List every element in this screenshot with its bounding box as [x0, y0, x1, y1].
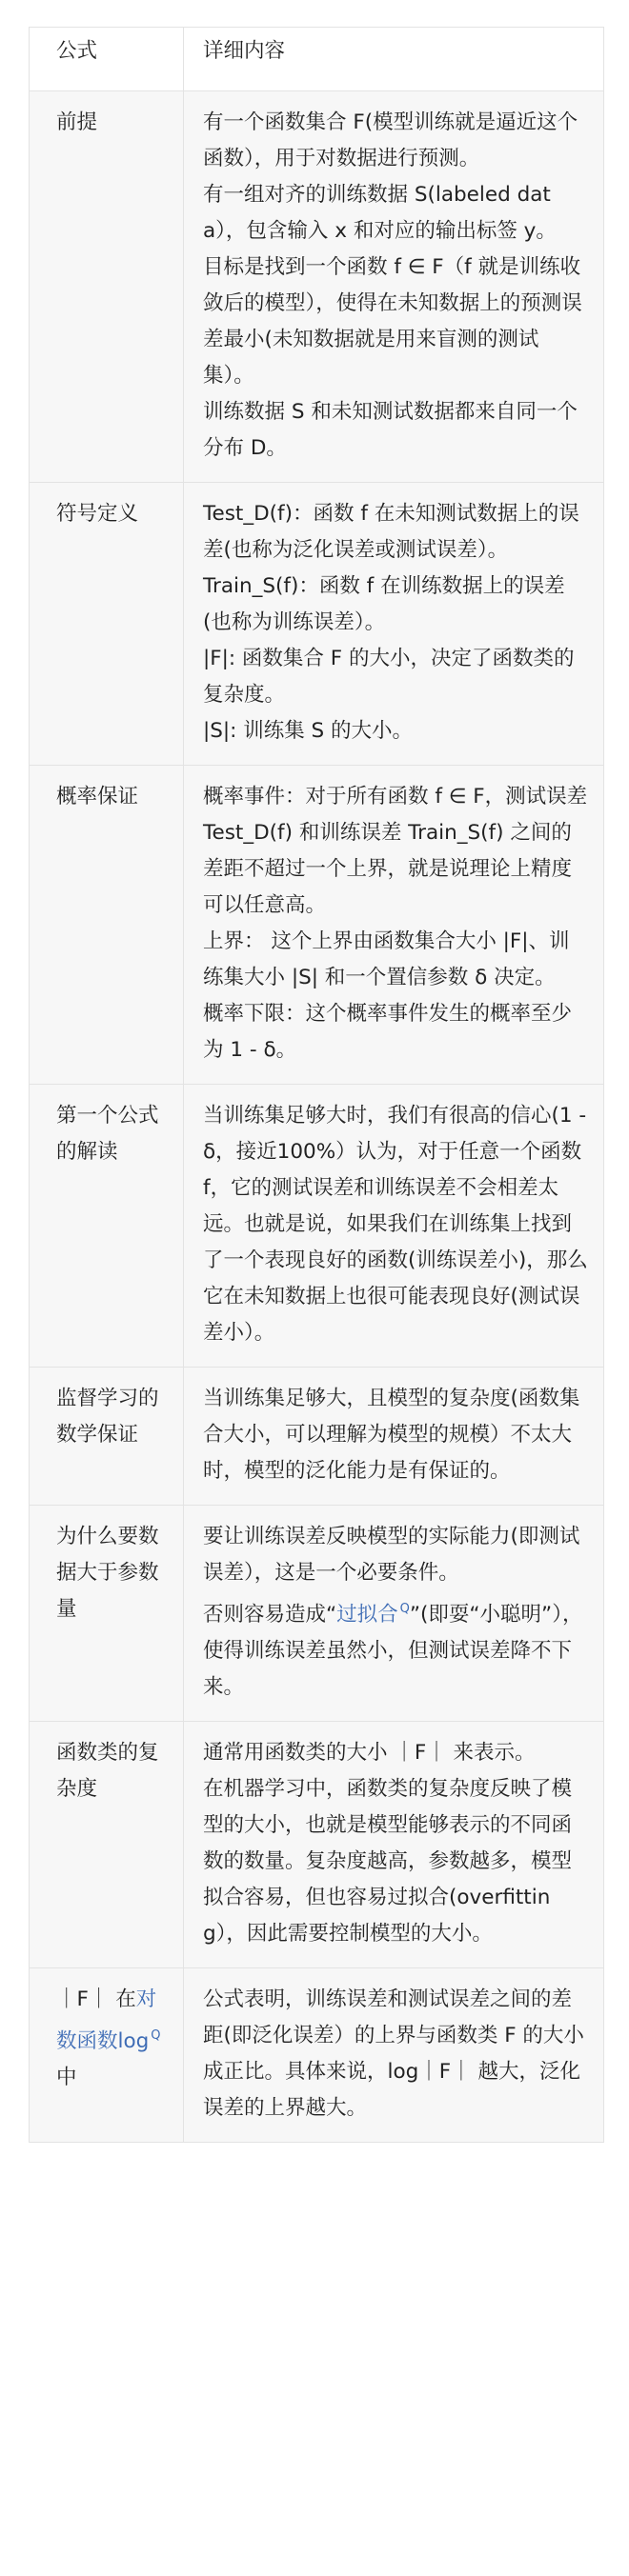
row-details	[184, 766, 604, 1085]
row-key: 符号定义	[30, 483, 184, 766]
detail-line: 目标是找到一个函数 f ∈ F（f 就是训练收敛后的模型），使得在未知数据上的预测误差最小(未知数据就是用来盲测的测试集）。	[203, 255, 582, 388]
table-row	[30, 91, 604, 483]
detail-line: 训练数据 S 和未知测试数据都来自同一个分布 D。	[203, 400, 578, 460]
detail-line: Train_S(f)：函数 f 在训练数据上的误差(也称为训练误差）。	[203, 574, 565, 634]
row-key: 概率保证	[30, 766, 184, 1085]
detail-line: 上界： 这个上界由函数集合大小 |F|、训练集大小 |S| 和一个置信参数 δ 决定。	[203, 929, 570, 989]
detail-line: 否则容易造成“过拟合 $^Q$”(即耍“小聪明”），使得训练误差虽然小，但测试误差降不下来。	[203, 1602, 583, 1699]
row-details	[184, 1506, 604, 1722]
row-key: 前提	[30, 91, 184, 483]
row-key: 函数类的复杂度	[30, 1722, 184, 1968]
overfitting-link[interactable]: 过拟合	[336, 1603, 398, 1627]
formula-table	[29, 27, 604, 2143]
detail-line: |S|: 训练集 S 的大小。	[203, 719, 414, 743]
table-row	[30, 483, 604, 766]
table-row	[30, 1968, 604, 2143]
detail-line: |F|: 函数集合 F 的大小，决定了函数类的复杂度。	[203, 647, 575, 707]
log-function-link[interactable]: 对数函数log	[56, 1987, 157, 2053]
detail-line: 当训练集足够大，且模型的复杂度(函数集合大小，可以理解为模型的规模）不太大时，模型的泛化能力是有保证的。	[203, 1387, 580, 1483]
row-key: 为什么要数据大于参数量	[30, 1506, 184, 1722]
row-details	[184, 1368, 604, 1506]
detail-line: 有一组对齐的训练数据 S(labeled data），包含输入 x 和对应的输出标签 y。	[203, 183, 557, 243]
row-details	[184, 1085, 604, 1368]
detail-line: 在机器学习中，函数类的复杂度反映了模型的大小，也就是模型能够表示的不同函数的数量。复杂度越高，参数越多，模型拟合容易，但也容易过拟合(overfitting），因此需要控制模型的大小。	[203, 1777, 573, 1946]
row-details	[184, 1722, 604, 1968]
detail-line: 通常用函数类的大小 ｜F｜ 来表示。	[203, 1741, 536, 1765]
row-details	[184, 1968, 604, 2143]
detail-line: 概率事件：对于所有函数 f ∈ F，测试误差 Test_D(f) 和训练误差 Train_S(f) 之间的差距不超过一个上界，就是说理论上精度可以任意高。	[203, 785, 588, 917]
detail-line: 当训练集足够大时，我们有很高的信心(1 - δ，接近100%）认为，对于任意一个函数 f，它的测试误差和训练误差不会相差太远。也就是说，如果我们在训练集上找到了一个表现良好的函数(训练误差小)，那么它在未知数据上也很可能表现良好(测试误差小）。	[203, 1104, 588, 1345]
search-icon[interactable]: Q	[151, 2028, 161, 2043]
detail-line: 公式表明，训练误差和测试误差之间的差距(即泛化误差）的上界与函数类 F 的大小成正比。具体来说，log｜F｜ 越大，泛化误差的上界越大。	[203, 1987, 584, 2120]
row-key: 监督学习的数学保证	[30, 1368, 184, 1506]
row-key: 第一个公式的解读	[30, 1085, 184, 1368]
table-row	[30, 1368, 604, 1506]
table-row	[30, 766, 604, 1085]
detail-line: Test_D(f)：函数 f 在未知测试数据上的误差(也称为泛化误差或测试误差）。	[203, 502, 579, 562]
table-header-row	[30, 28, 604, 91]
detail-line: 要让训练误差反映模型的实际能力(即测试误差），这是一个必要条件。	[203, 1525, 580, 1585]
content-area	[29, 27, 603, 2143]
column-header-details: 详细内容	[184, 28, 604, 91]
row-key: ｜F｜ 在对数函数log $^Q$中	[30, 1968, 184, 2143]
row-details	[184, 91, 604, 483]
table-row	[30, 1085, 604, 1368]
detail-line: 概率下限：这个概率事件发生的概率至少为 1 - δ。	[203, 1002, 573, 1062]
search-icon[interactable]: Q	[399, 1602, 410, 1616]
row-details	[184, 483, 604, 766]
detail-line: 有一个函数集合 F(模型训练就是逼近这个函数），用于对数据进行预测。	[203, 110, 578, 170]
column-header-formula: 公式	[30, 28, 184, 91]
table-row	[30, 1722, 604, 1968]
table-row	[30, 1506, 604, 1722]
